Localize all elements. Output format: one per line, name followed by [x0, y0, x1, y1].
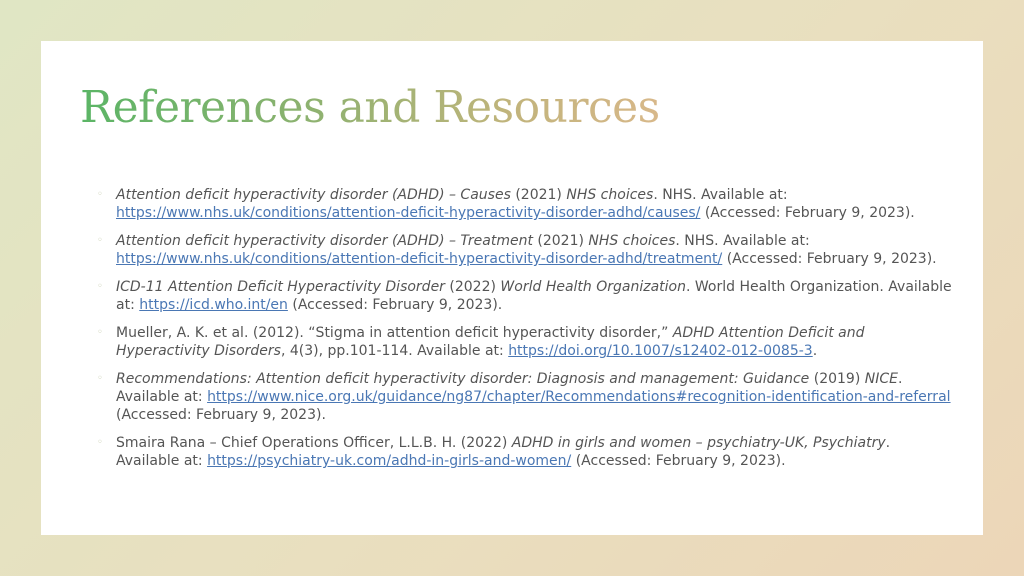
reference-publisher: . NHS. Available at: — [653, 187, 788, 203]
reference-journal: ADHD Attention Deficit and Hyperactivity Disorders — [116, 325, 865, 359]
reference-publisher: . NHS. Available at: — [675, 233, 810, 249]
bullet-icon: ◦ — [97, 235, 103, 246]
reference-source: NHS choices — [588, 233, 676, 249]
reference-details: , 4(3), pp.101-114. Available at: — [280, 343, 504, 359]
reference-item — [97, 186, 956, 222]
bullet-icon: ◦ — [97, 373, 103, 384]
reference-title: Attention deficit hyperactivity disorder (ADHD) – Treatment — [116, 233, 533, 249]
bullet-icon: ◦ — [97, 189, 103, 200]
reference-accessed: (Accessed: February 9, 2023). — [726, 251, 937, 267]
reference-title: Recommendations: Attention deficit hyperactivity disorder: Diagnosis and management: Guidance — [116, 371, 810, 387]
reference-end-text: . Available at: — [116, 435, 891, 469]
reference-title: ICD-11 Attention Deficit Hyperactivity Disorder — [116, 279, 445, 295]
reference-item — [97, 324, 956, 360]
reference-link[interactable]: https://psychiatry-uk.com/adhd-in-girls-and-women/ — [207, 453, 572, 469]
reference-item — [97, 434, 956, 470]
references-list — [97, 186, 956, 480]
reference-publisher: . Available at: — [116, 371, 903, 405]
reference-year: (2021) — [537, 233, 584, 249]
reference-source: NHS choices — [566, 187, 654, 203]
reference-accessed: (Accessed: February 9, 2023). — [116, 407, 326, 423]
reference-year: (2022) — [449, 279, 496, 295]
reference-end: . — [812, 343, 818, 359]
reference-link[interactable]: https://www.nice.org.uk/guidance/ng87/chapter/Recommendations#recognition-identification-and-referral — [207, 389, 951, 405]
reference-accessed: (Accessed: February 9, 2023). — [704, 205, 915, 221]
bullet-icon: ◦ — [97, 327, 103, 338]
bullet-icon: ◦ — [97, 437, 103, 448]
reference-link[interactable]: https://www.nhs.uk/conditions/attention-deficit-hyperactivity-disorder-adhd/treatment/ — [116, 251, 723, 267]
reference-link[interactable]: https://doi.org/10.1007/s12402-012-0085-3 — [508, 343, 813, 359]
reference-authors: Smaira Rana – Chief Operations Officer, L.L.B. H. (2022) — [116, 435, 508, 451]
reference-year: (2019) — [813, 371, 861, 387]
reference-publisher: . World Health Organization. Available at: — [116, 279, 952, 313]
reference-year: (2021) — [515, 187, 562, 203]
reference-link[interactable]: https://www.nhs.uk/conditions/attention-deficit-hyperactivity-disorder-adhd/causes/ — [116, 205, 701, 221]
slide-card — [41, 41, 983, 535]
reference-item — [97, 278, 956, 314]
reference-item — [97, 370, 956, 424]
reference-source: NICE — [864, 371, 898, 387]
reference-link[interactable]: https://icd.who.int/en — [139, 297, 288, 313]
slide-title: References and Resources — [80, 79, 660, 137]
reference-accessed: (Accessed: February 9, 2023). — [575, 453, 786, 469]
bullet-icon: ◦ — [97, 281, 103, 292]
reference-accessed: (Accessed: February 9, 2023). — [292, 297, 503, 313]
reference-title: Attention deficit hyperactivity disorder (ADHD) – Causes — [116, 187, 511, 203]
reference-source: World Health Organization — [500, 279, 686, 295]
reference-source: ADHD in girls and women – psychiatry-UK, Psychiatry — [511, 435, 886, 451]
reference-item — [97, 232, 956, 268]
reference-authors: Mueller, A. K. et al. (2012). “Stigma in attention deficit hyperactivity disorder,” — [116, 325, 669, 341]
